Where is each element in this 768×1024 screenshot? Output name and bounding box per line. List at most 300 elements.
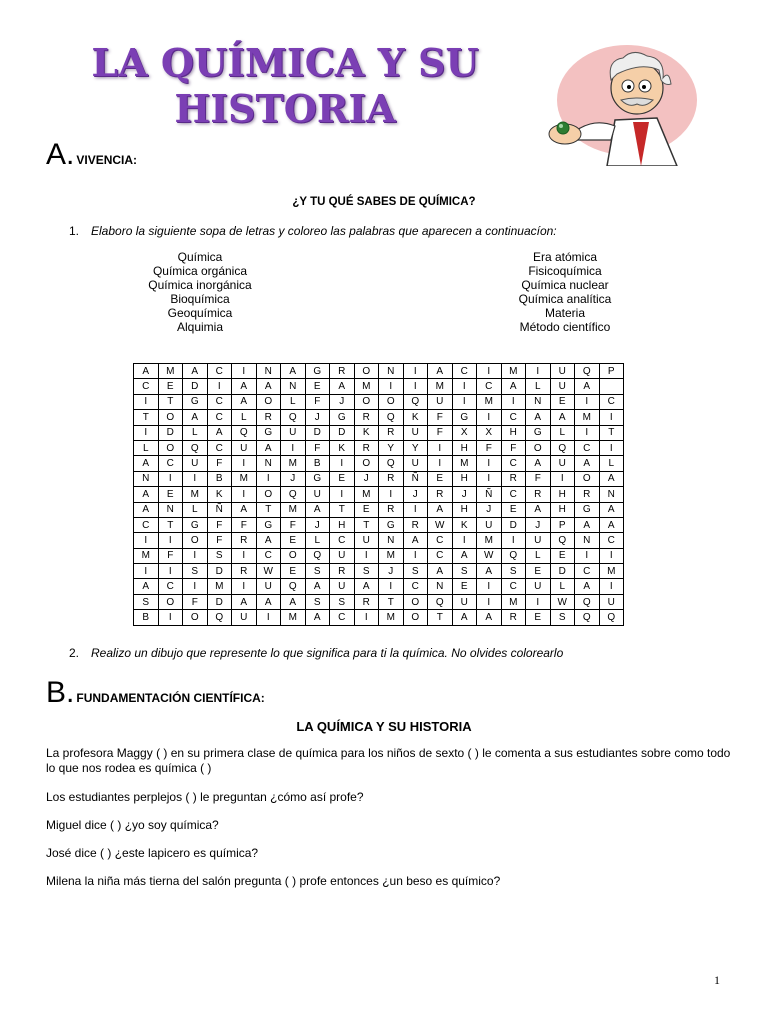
grid-cell[interactable]: R bbox=[354, 594, 379, 609]
grid-cell[interactable]: T bbox=[256, 502, 281, 517]
grid-cell[interactable]: I bbox=[599, 579, 624, 594]
grid-cell[interactable]: C bbox=[134, 517, 159, 532]
grid-cell[interactable]: J bbox=[354, 471, 379, 486]
grid-cell[interactable]: S bbox=[550, 610, 575, 625]
grid-cell[interactable]: T bbox=[354, 517, 379, 532]
grid-cell[interactable]: C bbox=[207, 394, 232, 409]
grid-cell[interactable]: I bbox=[330, 487, 355, 502]
grid-cell[interactable]: T bbox=[379, 594, 404, 609]
grid-cell[interactable]: H bbox=[452, 471, 477, 486]
grid-cell[interactable]: O bbox=[354, 456, 379, 471]
grid-cell[interactable]: X bbox=[477, 425, 502, 440]
grid-cell[interactable]: A bbox=[232, 394, 257, 409]
grid-cell[interactable]: S bbox=[501, 564, 526, 579]
grid-cell[interactable]: I bbox=[550, 471, 575, 486]
grid-cell[interactable]: E bbox=[526, 610, 551, 625]
grid-cell[interactable]: J bbox=[477, 502, 502, 517]
grid-cell[interactable]: N bbox=[281, 379, 306, 394]
grid-cell[interactable] bbox=[599, 379, 624, 394]
grid-cell[interactable]: U bbox=[428, 394, 453, 409]
grid-cell[interactable]: U bbox=[330, 548, 355, 563]
grid-cell[interactable]: C bbox=[256, 548, 281, 563]
grid-cell[interactable]: D bbox=[207, 594, 232, 609]
grid-cell[interactable]: M bbox=[281, 456, 306, 471]
grid-cell[interactable]: O bbox=[158, 410, 183, 425]
grid-cell[interactable]: E bbox=[158, 487, 183, 502]
grid-cell[interactable]: S bbox=[183, 564, 208, 579]
grid-cell[interactable]: I bbox=[477, 410, 502, 425]
grid-cell[interactable]: S bbox=[207, 548, 232, 563]
grid-cell[interactable]: H bbox=[452, 502, 477, 517]
grid-cell[interactable]: I bbox=[379, 379, 404, 394]
grid-cell[interactable]: L bbox=[183, 502, 208, 517]
grid-cell[interactable]: L bbox=[526, 379, 551, 394]
grid-cell[interactable]: I bbox=[501, 533, 526, 548]
grid-cell[interactable]: J bbox=[403, 487, 428, 502]
grid-cell[interactable]: D bbox=[305, 425, 330, 440]
grid-cell[interactable]: F bbox=[232, 517, 257, 532]
grid-cell[interactable]: L bbox=[305, 533, 330, 548]
grid-cell[interactable]: Q bbox=[599, 610, 624, 625]
grid-cell[interactable]: L bbox=[281, 394, 306, 409]
grid-cell[interactable]: O bbox=[379, 394, 404, 409]
grid-cell[interactable]: A bbox=[330, 379, 355, 394]
grid-cell[interactable]: S bbox=[305, 594, 330, 609]
grid-cell[interactable]: J bbox=[379, 564, 404, 579]
grid-cell[interactable]: K bbox=[354, 425, 379, 440]
grid-cell[interactable]: O bbox=[354, 394, 379, 409]
grid-cell[interactable]: W bbox=[477, 548, 502, 563]
grid-cell[interactable]: M bbox=[379, 548, 404, 563]
grid-cell[interactable]: C bbox=[207, 364, 232, 379]
grid-cell[interactable]: J bbox=[305, 410, 330, 425]
grid-cell[interactable]: R bbox=[379, 471, 404, 486]
grid-cell[interactable]: I bbox=[158, 533, 183, 548]
grid-cell[interactable]: C bbox=[158, 456, 183, 471]
grid-cell[interactable]: Q bbox=[428, 594, 453, 609]
grid-cell[interactable]: I bbox=[183, 579, 208, 594]
grid-cell[interactable]: R bbox=[232, 564, 257, 579]
grid-cell[interactable]: A bbox=[134, 487, 159, 502]
grid-cell[interactable]: A bbox=[256, 379, 281, 394]
grid-cell[interactable]: M bbox=[575, 410, 600, 425]
grid-cell[interactable]: N bbox=[158, 502, 183, 517]
grid-cell[interactable]: A bbox=[232, 379, 257, 394]
grid-cell[interactable]: K bbox=[207, 487, 232, 502]
grid-cell[interactable]: O bbox=[354, 364, 379, 379]
grid-cell[interactable]: H bbox=[452, 440, 477, 455]
grid-cell[interactable]: U bbox=[452, 594, 477, 609]
grid-cell[interactable]: I bbox=[599, 410, 624, 425]
grid-cell[interactable]: U bbox=[183, 456, 208, 471]
grid-cell[interactable]: U bbox=[354, 533, 379, 548]
grid-cell[interactable]: U bbox=[526, 533, 551, 548]
grid-cell[interactable]: Q bbox=[379, 456, 404, 471]
grid-cell[interactable]: I bbox=[281, 440, 306, 455]
grid-cell[interactable]: I bbox=[575, 394, 600, 409]
grid-cell[interactable]: U bbox=[526, 579, 551, 594]
grid-cell[interactable]: U bbox=[232, 440, 257, 455]
grid-cell[interactable]: F bbox=[526, 471, 551, 486]
grid-cell[interactable]: U bbox=[330, 579, 355, 594]
grid-cell[interactable]: R bbox=[354, 440, 379, 455]
grid-cell[interactable]: A bbox=[452, 610, 477, 625]
grid-cell[interactable]: R bbox=[428, 487, 453, 502]
grid-cell[interactable]: L bbox=[183, 425, 208, 440]
grid-cell[interactable]: I bbox=[354, 548, 379, 563]
grid-cell[interactable]: I bbox=[575, 548, 600, 563]
grid-cell[interactable]: I bbox=[428, 440, 453, 455]
grid-cell[interactable]: C bbox=[207, 440, 232, 455]
grid-cell[interactable]: I bbox=[477, 579, 502, 594]
grid-cell[interactable]: G bbox=[256, 425, 281, 440]
grid-cell[interactable]: A bbox=[550, 410, 575, 425]
grid-cell[interactable]: C bbox=[599, 394, 624, 409]
grid-cell[interactable]: M bbox=[452, 456, 477, 471]
grid-cell[interactable]: G bbox=[256, 517, 281, 532]
grid-cell[interactable]: A bbox=[428, 502, 453, 517]
grid-cell[interactable]: A bbox=[256, 440, 281, 455]
grid-cell[interactable]: O bbox=[256, 487, 281, 502]
grid-cell[interactable]: C bbox=[134, 379, 159, 394]
grid-cell[interactable]: R bbox=[232, 533, 257, 548]
grid-cell[interactable]: M bbox=[501, 364, 526, 379]
grid-cell[interactable]: C bbox=[575, 564, 600, 579]
grid-cell[interactable]: M bbox=[477, 533, 502, 548]
grid-cell[interactable]: P bbox=[599, 364, 624, 379]
grid-cell[interactable]: I bbox=[232, 487, 257, 502]
grid-cell[interactable]: G bbox=[183, 394, 208, 409]
grid-cell[interactable]: A bbox=[305, 610, 330, 625]
grid-cell[interactable]: R bbox=[256, 410, 281, 425]
grid-cell[interactable]: I bbox=[256, 471, 281, 486]
grid-cell[interactable]: O bbox=[281, 548, 306, 563]
grid-cell[interactable]: A bbox=[403, 533, 428, 548]
grid-cell[interactable]: A bbox=[428, 364, 453, 379]
grid-cell[interactable]: I bbox=[379, 579, 404, 594]
grid-cell[interactable]: H bbox=[330, 517, 355, 532]
grid-cell[interactable]: U bbox=[477, 517, 502, 532]
grid-cell[interactable]: D bbox=[550, 564, 575, 579]
grid-cell[interactable]: H bbox=[550, 487, 575, 502]
grid-cell[interactable]: Ñ bbox=[403, 471, 428, 486]
grid-cell[interactable]: E bbox=[550, 394, 575, 409]
grid-cell[interactable]: U bbox=[232, 610, 257, 625]
grid-cell[interactable]: Q bbox=[305, 548, 330, 563]
grid-cell[interactable]: D bbox=[207, 564, 232, 579]
grid-cell[interactable]: C bbox=[501, 456, 526, 471]
grid-cell[interactable]: T bbox=[330, 502, 355, 517]
grid-cell[interactable]: P bbox=[550, 517, 575, 532]
grid-cell[interactable]: H bbox=[550, 502, 575, 517]
grid-cell[interactable]: O bbox=[526, 440, 551, 455]
grid-cell[interactable]: O bbox=[575, 471, 600, 486]
grid-cell[interactable]: M bbox=[354, 379, 379, 394]
grid-cell[interactable]: C bbox=[501, 579, 526, 594]
grid-cell[interactable]: U bbox=[403, 425, 428, 440]
grid-cell[interactable]: Y bbox=[403, 440, 428, 455]
grid-cell[interactable]: T bbox=[599, 425, 624, 440]
grid-cell[interactable]: I bbox=[452, 379, 477, 394]
grid-cell[interactable]: F bbox=[207, 517, 232, 532]
grid-cell[interactable]: M bbox=[354, 487, 379, 502]
grid-cell[interactable]: I bbox=[183, 471, 208, 486]
grid-cell[interactable]: B bbox=[207, 471, 232, 486]
grid-cell[interactable]: C bbox=[158, 579, 183, 594]
grid-cell[interactable]: A bbox=[232, 594, 257, 609]
grid-cell[interactable]: I bbox=[256, 610, 281, 625]
grid-cell[interactable]: N bbox=[428, 579, 453, 594]
grid-cell[interactable]: L bbox=[599, 456, 624, 471]
grid-cell[interactable]: Q bbox=[403, 394, 428, 409]
grid-cell[interactable]: W bbox=[428, 517, 453, 532]
grid-cell[interactable]: X bbox=[452, 425, 477, 440]
grid-cell[interactable]: A bbox=[428, 564, 453, 579]
grid-cell[interactable]: U bbox=[599, 594, 624, 609]
grid-cell[interactable]: A bbox=[575, 379, 600, 394]
grid-cell[interactable]: E bbox=[281, 533, 306, 548]
grid-cell[interactable]: Q bbox=[281, 487, 306, 502]
grid-cell[interactable]: Q bbox=[550, 533, 575, 548]
grid-cell[interactable]: R bbox=[379, 425, 404, 440]
grid-cell[interactable]: F bbox=[183, 594, 208, 609]
grid-cell[interactable]: A bbox=[281, 594, 306, 609]
grid-cell[interactable]: Ñ bbox=[477, 487, 502, 502]
grid-cell[interactable]: Q bbox=[501, 548, 526, 563]
grid-cell[interactable]: I bbox=[452, 533, 477, 548]
grid-cell[interactable]: I bbox=[477, 594, 502, 609]
grid-cell[interactable]: D bbox=[330, 425, 355, 440]
grid-cell[interactable]: D bbox=[183, 379, 208, 394]
grid-cell[interactable]: O bbox=[256, 394, 281, 409]
grid-cell[interactable]: I bbox=[526, 364, 551, 379]
grid-cell[interactable]: A bbox=[134, 579, 159, 594]
grid-cell[interactable]: U bbox=[550, 379, 575, 394]
grid-cell[interactable]: S bbox=[354, 564, 379, 579]
grid-cell[interactable]: M bbox=[183, 487, 208, 502]
grid-cell[interactable]: I bbox=[232, 456, 257, 471]
grid-cell[interactable]: K bbox=[452, 517, 477, 532]
grid-cell[interactable]: D bbox=[501, 517, 526, 532]
grid-cell[interactable]: K bbox=[330, 440, 355, 455]
grid-cell[interactable]: N bbox=[526, 394, 551, 409]
grid-cell[interactable]: C bbox=[501, 410, 526, 425]
grid-cell[interactable]: A bbox=[354, 579, 379, 594]
grid-cell[interactable]: O bbox=[183, 533, 208, 548]
grid-cell[interactable]: C bbox=[452, 364, 477, 379]
grid-cell[interactable]: K bbox=[403, 410, 428, 425]
grid-cell[interactable]: Q bbox=[575, 610, 600, 625]
grid-cell[interactable]: I bbox=[403, 379, 428, 394]
grid-cell[interactable]: A bbox=[207, 425, 232, 440]
grid-cell[interactable]: A bbox=[134, 456, 159, 471]
grid-cell[interactable]: E bbox=[501, 502, 526, 517]
grid-cell[interactable]: G bbox=[379, 517, 404, 532]
grid-cell[interactable]: C bbox=[207, 410, 232, 425]
grid-cell[interactable]: F bbox=[428, 410, 453, 425]
grid-cell[interactable]: A bbox=[599, 471, 624, 486]
grid-cell[interactable]: Q bbox=[207, 610, 232, 625]
grid-cell[interactable]: I bbox=[477, 456, 502, 471]
grid-cell[interactable]: M bbox=[599, 564, 624, 579]
grid-cell[interactable]: A bbox=[452, 548, 477, 563]
grid-cell[interactable]: C bbox=[575, 440, 600, 455]
grid-cell[interactable]: S bbox=[403, 564, 428, 579]
grid-cell[interactable]: T bbox=[428, 610, 453, 625]
grid-cell[interactable]: L bbox=[134, 440, 159, 455]
grid-cell[interactable]: Q bbox=[575, 364, 600, 379]
grid-cell[interactable]: N bbox=[134, 471, 159, 486]
grid-cell[interactable]: I bbox=[403, 548, 428, 563]
grid-cell[interactable]: F bbox=[428, 425, 453, 440]
grid-cell[interactable]: A bbox=[526, 456, 551, 471]
grid-cell[interactable]: A bbox=[256, 594, 281, 609]
grid-cell[interactable]: M bbox=[232, 471, 257, 486]
grid-cell[interactable]: I bbox=[599, 440, 624, 455]
grid-cell[interactable]: M bbox=[158, 364, 183, 379]
grid-cell[interactable]: I bbox=[599, 548, 624, 563]
grid-cell[interactable]: E bbox=[526, 564, 551, 579]
grid-cell[interactable]: U bbox=[256, 579, 281, 594]
grid-cell[interactable]: A bbox=[256, 533, 281, 548]
grid-cell[interactable]: E bbox=[428, 471, 453, 486]
grid-cell[interactable]: G bbox=[183, 517, 208, 532]
grid-cell[interactable]: A bbox=[183, 364, 208, 379]
grid-cell[interactable]: M bbox=[428, 379, 453, 394]
grid-cell[interactable]: R bbox=[501, 610, 526, 625]
grid-cell[interactable]: G bbox=[330, 410, 355, 425]
grid-cell[interactable]: H bbox=[501, 425, 526, 440]
grid-cell[interactable]: R bbox=[403, 517, 428, 532]
grid-cell[interactable]: A bbox=[526, 410, 551, 425]
grid-cell[interactable]: A bbox=[477, 564, 502, 579]
grid-cell[interactable]: R bbox=[379, 502, 404, 517]
grid-cell[interactable]: Ñ bbox=[207, 502, 232, 517]
grid-cell[interactable]: J bbox=[305, 517, 330, 532]
grid-cell[interactable]: N bbox=[599, 487, 624, 502]
grid-cell[interactable]: A bbox=[183, 410, 208, 425]
grid-cell[interactable]: Y bbox=[379, 440, 404, 455]
grid-cell[interactable]: A bbox=[575, 517, 600, 532]
grid-cell[interactable]: M bbox=[477, 394, 502, 409]
grid-cell[interactable]: A bbox=[305, 579, 330, 594]
grid-cell[interactable]: L bbox=[550, 425, 575, 440]
grid-cell[interactable]: U bbox=[550, 364, 575, 379]
grid-cell[interactable]: A bbox=[305, 502, 330, 517]
grid-cell[interactable]: A bbox=[599, 502, 624, 517]
grid-cell[interactable]: Q bbox=[281, 579, 306, 594]
grid-cell[interactable]: I bbox=[330, 456, 355, 471]
grid-cell[interactable]: U bbox=[281, 425, 306, 440]
grid-cell[interactable]: M bbox=[134, 548, 159, 563]
grid-cell[interactable]: I bbox=[526, 594, 551, 609]
grid-cell[interactable]: F bbox=[207, 456, 232, 471]
grid-cell[interactable]: R bbox=[330, 364, 355, 379]
grid-cell[interactable]: F bbox=[477, 440, 502, 455]
grid-cell[interactable]: N bbox=[379, 364, 404, 379]
grid-cell[interactable]: L bbox=[550, 579, 575, 594]
grid-cell[interactable]: Q bbox=[379, 410, 404, 425]
grid-cell[interactable]: M bbox=[281, 502, 306, 517]
grid-cell[interactable]: F bbox=[158, 548, 183, 563]
grid-cell[interactable]: U bbox=[305, 487, 330, 502]
grid-cell[interactable]: Q bbox=[575, 594, 600, 609]
grid-cell[interactable]: E bbox=[550, 548, 575, 563]
grid-cell[interactable]: M bbox=[379, 610, 404, 625]
grid-cell[interactable]: C bbox=[599, 533, 624, 548]
grid-cell[interactable]: J bbox=[526, 517, 551, 532]
grid-cell[interactable]: I bbox=[354, 610, 379, 625]
grid-cell[interactable]: L bbox=[526, 548, 551, 563]
grid-cell[interactable]: F bbox=[501, 440, 526, 455]
grid-cell[interactable]: A bbox=[281, 364, 306, 379]
grid-cell[interactable]: F bbox=[305, 394, 330, 409]
grid-cell[interactable]: I bbox=[158, 471, 183, 486]
grid-cell[interactable]: R bbox=[354, 410, 379, 425]
grid-cell[interactable]: O bbox=[403, 594, 428, 609]
grid-cell[interactable]: M bbox=[501, 594, 526, 609]
grid-cell[interactable]: R bbox=[575, 487, 600, 502]
grid-cell[interactable]: I bbox=[403, 502, 428, 517]
grid-cell[interactable]: A bbox=[526, 502, 551, 517]
grid-cell[interactable]: A bbox=[134, 364, 159, 379]
grid-cell[interactable]: I bbox=[379, 487, 404, 502]
grid-cell[interactable]: S bbox=[134, 594, 159, 609]
grid-cell[interactable]: Q bbox=[281, 410, 306, 425]
grid-cell[interactable]: I bbox=[183, 548, 208, 563]
grid-cell[interactable]: I bbox=[501, 394, 526, 409]
grid-cell[interactable]: J bbox=[281, 471, 306, 486]
grid-cell[interactable]: N bbox=[379, 533, 404, 548]
grid-cell[interactable]: E bbox=[281, 564, 306, 579]
grid-cell[interactable]: G bbox=[305, 364, 330, 379]
grid-cell[interactable]: I bbox=[134, 564, 159, 579]
grid-cell[interactable]: E bbox=[354, 502, 379, 517]
grid-cell[interactable]: S bbox=[305, 564, 330, 579]
grid-cell[interactable]: C bbox=[428, 548, 453, 563]
grid-cell[interactable]: A bbox=[232, 502, 257, 517]
grid-cell[interactable]: E bbox=[305, 379, 330, 394]
grid-cell[interactable]: O bbox=[158, 440, 183, 455]
grid-cell[interactable]: N bbox=[256, 364, 281, 379]
grid-cell[interactable]: G bbox=[526, 425, 551, 440]
grid-cell[interactable]: E bbox=[330, 471, 355, 486]
grid-cell[interactable]: I bbox=[207, 379, 232, 394]
grid-cell[interactable]: I bbox=[134, 533, 159, 548]
grid-cell[interactable]: I bbox=[232, 548, 257, 563]
grid-cell[interactable]: J bbox=[452, 487, 477, 502]
grid-cell[interactable]: I bbox=[428, 456, 453, 471]
grid-cell[interactable]: A bbox=[477, 610, 502, 625]
grid-cell[interactable]: I bbox=[232, 579, 257, 594]
grid-cell[interactable]: M bbox=[281, 610, 306, 625]
grid-cell[interactable]: C bbox=[501, 487, 526, 502]
grid-cell[interactable]: G bbox=[575, 502, 600, 517]
grid-cell[interactable]: I bbox=[477, 471, 502, 486]
grid-cell[interactable]: R bbox=[330, 564, 355, 579]
grid-cell[interactable]: I bbox=[134, 394, 159, 409]
grid-cell[interactable]: C bbox=[477, 379, 502, 394]
grid-cell[interactable]: F bbox=[207, 533, 232, 548]
grid-cell[interactable]: I bbox=[158, 564, 183, 579]
grid-cell[interactable]: E bbox=[158, 379, 183, 394]
grid-cell[interactable]: E bbox=[452, 579, 477, 594]
grid-cell[interactable]: M bbox=[207, 579, 232, 594]
grid-cell[interactable]: T bbox=[134, 410, 159, 425]
grid-cell[interactable]: W bbox=[256, 564, 281, 579]
grid-cell[interactable]: T bbox=[158, 517, 183, 532]
grid-cell[interactable]: I bbox=[403, 364, 428, 379]
